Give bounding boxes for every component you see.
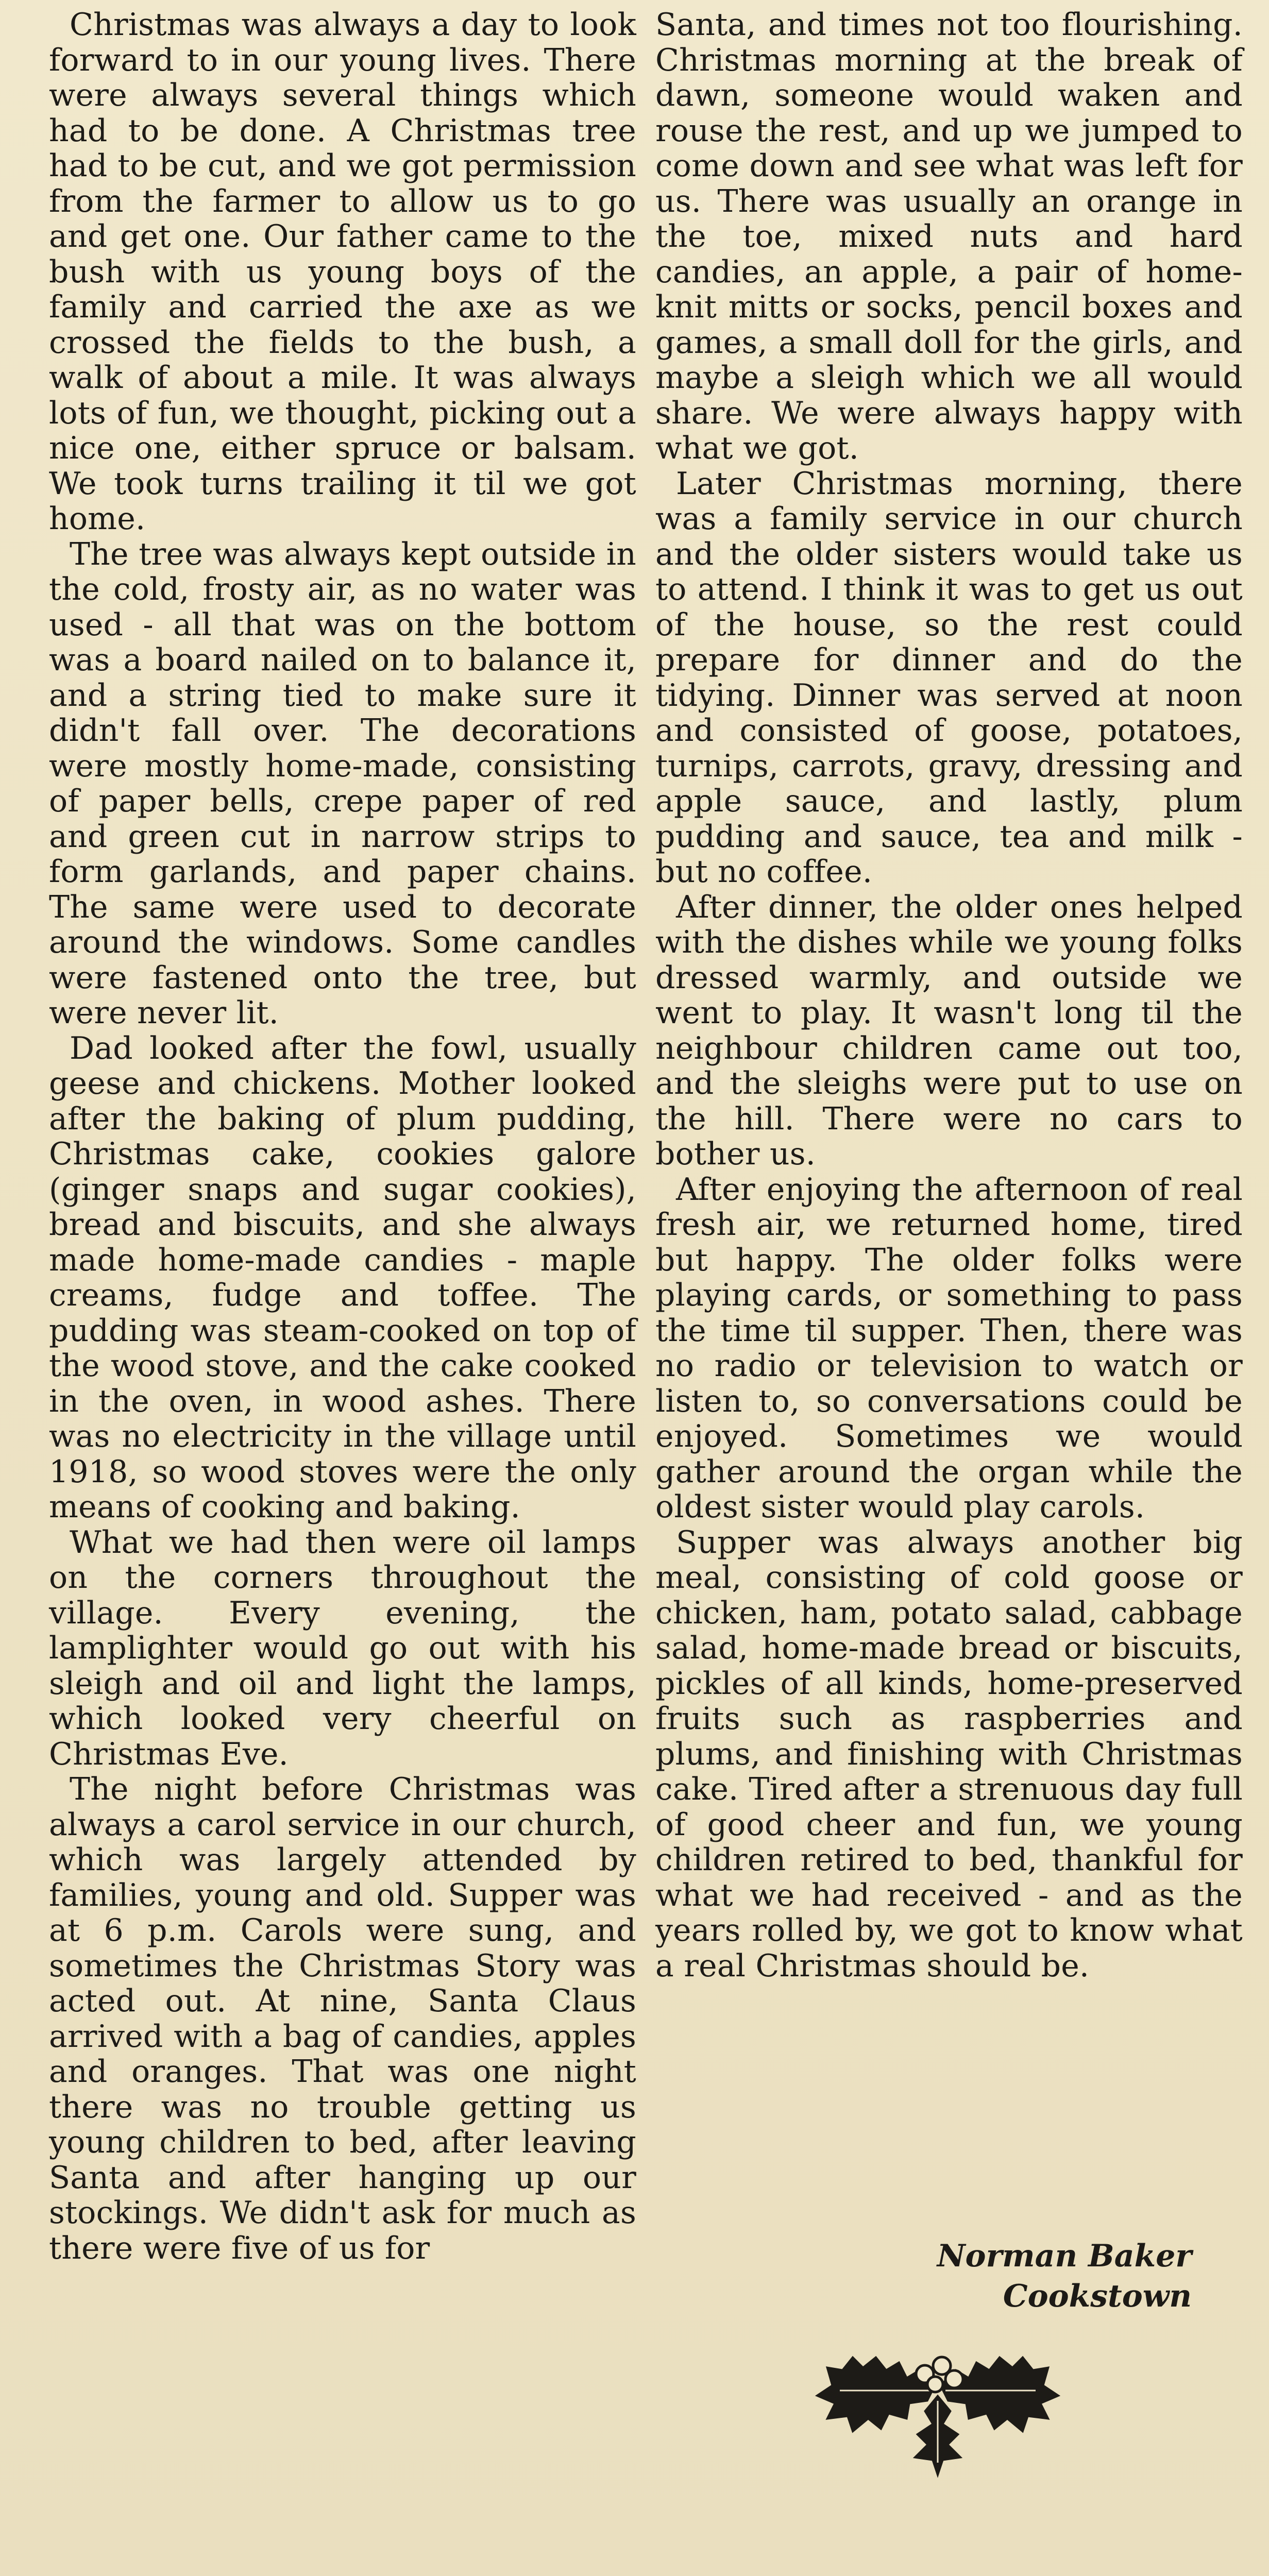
author-name: Norman Baker — [937, 2238, 1192, 2274]
article-paragraph: Supper was always another big meal, consisting of cold goose or chicken, ham, potato salad, cabbage salad, home-made bread or biscuits, pickles of all kinds, home-preserved fruits such as raspberries and plums, and finishing with Christmas cake. Tired after a strenuous day full of good cheer and fun, we young children retired to bed, thankful for what we had received - and as the years rolled by, we got to know what a real Christmas should be. — [655, 1524, 1243, 1984]
article-paragraph: After dinner, the older ones helped with the dishes while we young folks dressed warmly, and outside we went to play. It wasn't long til the neighbour children came out too, and the sleighs were put to use on the hill. There were no cars to bother us. — [655, 889, 1243, 1172]
article-column-left — [49, 7, 636, 2266]
article-paragraph: Christmas was always a day to look forward to in our young lives. There were always several things which had to be done. A Christmas tree had to be cut, and we got permission from the farmer to allow us to go and get one. Our father came to the bush with us young boys of the family and carried the axe as we crossed the fields to the bush, a walk of about a mile. It was always lots of fun, we thought, picking out a nice one, either spruce or balsam. We took turns trailing it til we got home. — [49, 7, 636, 537]
article-paragraph: The night before Christmas was always a carol service in our church, which was largely attended by families, young and old. Supper was at 6 p.m. Carols were sung, and sometimes the Christmas Story was acted out. At nine, Santa Claus arrived with a bag of candies, apples and oranges. That was one night there was no trouble getting us young children to bed, after leaving Santa and after hanging up our stockings. We didn't ask for much as there were five of us for — [49, 1771, 636, 2266]
author-location: Cookstown — [1003, 2278, 1192, 2314]
byline — [937, 2236, 1192, 2316]
article-paragraph: Later Christmas morning, there was a family service in our church and the older sisters would take us to attend. I think it was to get us out of the house, so the rest could prepare for dinner and do the tidying. Dinner was served at noon and consisted of goose, potatoes, turnips, carrots, gravy, dressing and apple sauce, and lastly, plum pudding and sauce, tea and milk - but no coffee. — [655, 465, 1243, 890]
article-paragraph-continued: Santa, and times not too flourishing. Christmas morning at the break of dawn, someone would waken and rouse the rest, and up we jumped to come down and see what was left for us. There was usually an orange in the toe, mixed nuts and hard candies, an apple, a pair of home-knit mitts or socks, pencil boxes and games, a small doll for the girls, and maybe a sleigh which we all would share. We were always happy with what we got. — [655, 7, 1243, 466]
holly-icon — [804, 2308, 1072, 2478]
article-column-right — [655, 7, 1243, 1984]
article-paragraph: The tree was always kept outside in the cold, frosty air, as no water was used - all that was on the bottom was a board nailed on to balance it, and a string tied to make sure it didn't fall over. The decorations were mostly home-made, consisting of paper bells, crepe paper of red and green cut in narrow strips to form garlands, and paper chains. The same were used to decorate around the windows. Some candles were fastened onto the tree, but were never lit. — [49, 536, 636, 1031]
article-paragraph: What we had then were oil lamps on the corners throughout the village. Every evening, the lamplighter would go out with his sleigh and oil and light the lamps, which looked very cheerful on Christmas Eve. — [49, 1524, 636, 1772]
article-paragraph: Dad looked after the fowl, usually geese and chickens. Mother looked after the baking of plum pudding, Christmas cake, cookies galore (ginger snaps and sugar cookies), bread and biscuits, and she always made home-made candies - maple creams, fudge and toffee. The pudding was steam-cooked on top of the wood stove, and the cake cooked in the oven, in wood ashes. There was no electricity in the village until 1918, so wood stoves were the only means of cooking and baking. — [49, 1030, 636, 1525]
article-paragraph: After enjoying the afternoon of real fresh air, we returned home, tired but happy. The older folks were playing cards, or something to pass the time til supper. Then, there was no radio or television to watch or listen to, so conversations could be enjoyed. Sometimes we would gather around the organ while the oldest sister would play carols. — [655, 1171, 1243, 1525]
